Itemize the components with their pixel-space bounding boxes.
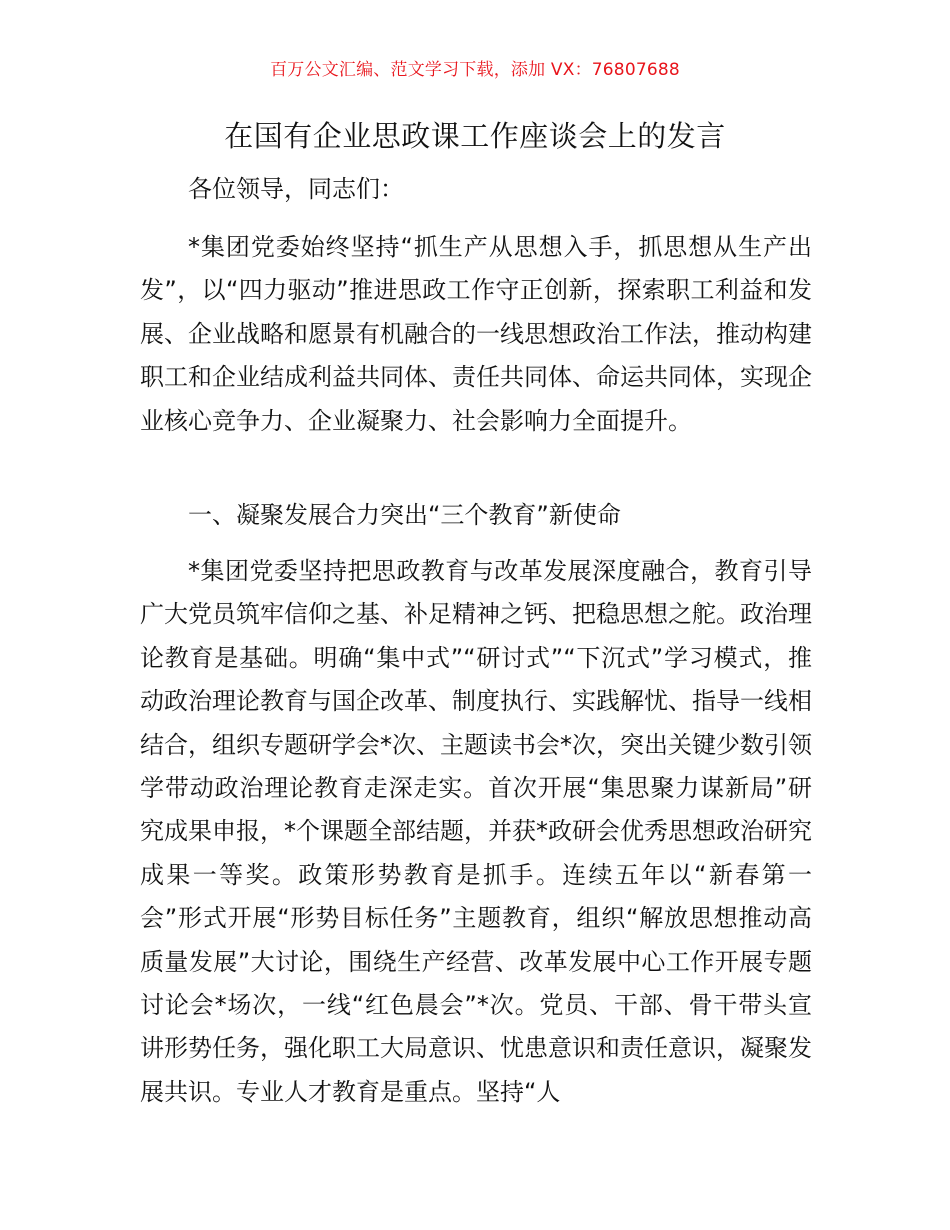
paragraph-intro: *集团党委始终坚持“抓生产从思想入手，抓思想从生产出发”，以“四力驱动”推进思政工作守正创新，探索职工利益和发展、企业战略和愿景有机融合的一线思想政治工作法，推动构建职工和企业结成利益共同体、责任共同体、命运共同体，实现企业核心竞争力、企业凝聚力、社会影响力全面提升。 [140,233,812,435]
document-title: 在国有企业思政课工作座谈会上的发言 [224,119,726,153]
section-heading-1: 一、凝聚发展合力突出“三个教育”新使命 [188,501,621,529]
paragraph-section-1: *集团党委坚持把思政教育与改革发展深度融合，教育引导广大党员筑牢信仰之基、补足精神之钙、把稳思想之舵。政治理论教育是基础。明确“集中式”“研讨式”“下沉式”学习模式，推动政治理论教育与国企改革、制度执行、实践解忧、指导一线相结合，组织专题研学会*次、主题读书会*次，突出关键少数引领学带动政治理论教育走深走实。首次开展“集思聚力谋新局”研究成果申报，*个课题全部结题，并获*政研会优秀思想政治研究成果一等奖。政策形势教育是抓手。连续五年以“新春第一会”形式开展“形势目标任务”主题教育，组织“解放思想推动高质量发展”大讨论，围绕生产经营、改革发展中心工作开展专题讨论会*场次，一线“红色晨会”*次。党员、干部、骨干带头宣讲形势任务，强化职工大局意识、忧患意识和责任意识，凝聚发展共识。专业人才教育是重点。坚持“人 [140,557,812,1106]
watermark-banner: 百万公文汇编、范文学习下载，添加 VX：76807688 [270,60,680,80]
salutation: 各位领导，同志们： [188,175,404,203]
